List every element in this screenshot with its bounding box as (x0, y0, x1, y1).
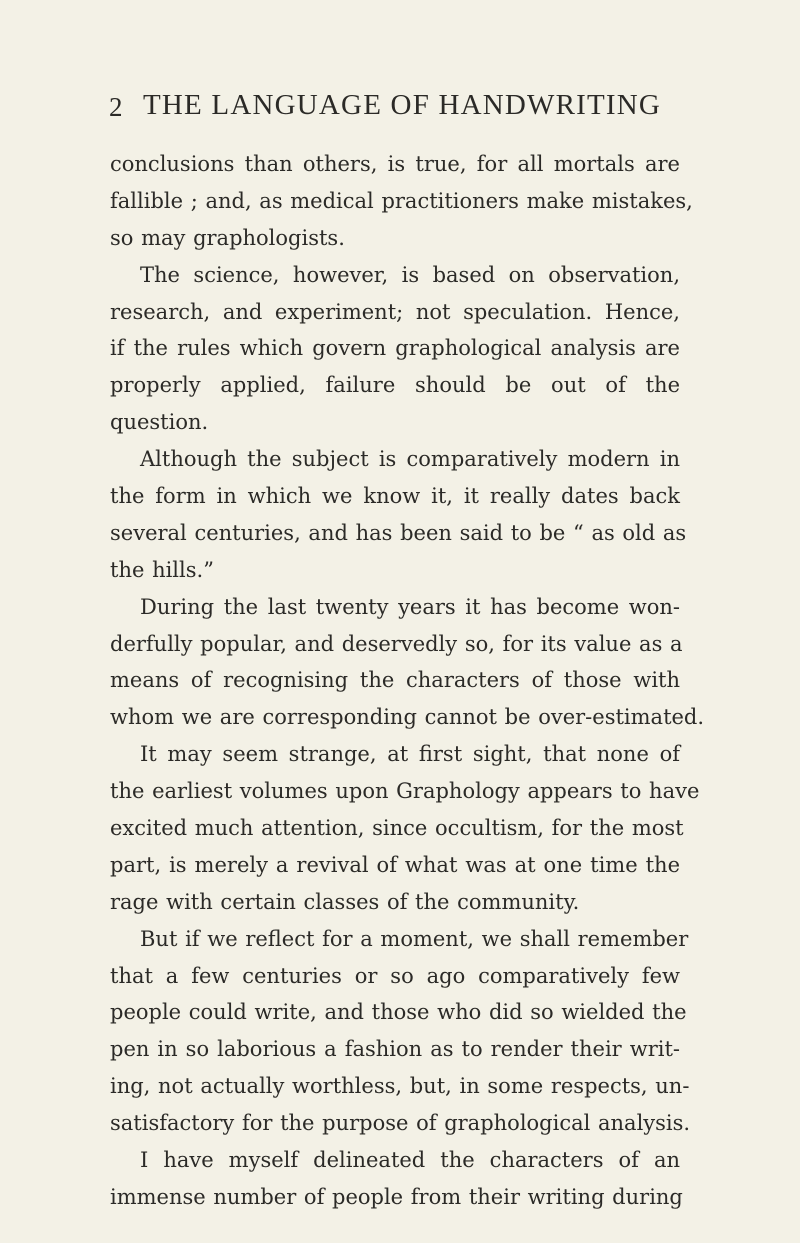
text-line: But if we reflect for a moment, we shall remember (140, 926, 689, 951)
text-line: whom we are corresponding cannot be over-estimated. (110, 705, 705, 730)
text-line: pen in so laborious a fashion as to render their writ- (110, 1037, 680, 1062)
text-line: research, and experiment; not speculation. Hence, (110, 299, 680, 324)
text-line: The science, however, is based on observation, (140, 262, 680, 287)
text-line: It may seem strange, at first sight, that none of (140, 742, 680, 767)
text-line: I have myself delineated the characters of an (140, 1148, 680, 1173)
text-line: conclusions than others, is true, for all mortals are (110, 152, 680, 176)
text-line: people could write, and those who did so wielded the (110, 1000, 687, 1025)
body-text (110, 146, 705, 1216)
text-line: Although the subject is comparatively modern in (140, 447, 680, 472)
text-line: derfully popular, and deservedly so, for its value as a (110, 631, 683, 656)
text-line: properly applied, failure should be out of the (110, 373, 680, 398)
text-line: the hills.” (110, 557, 214, 582)
text-line: so may graphologists. (110, 225, 345, 250)
text-line: excited much attention, since occultism, for the most (110, 816, 684, 841)
text-line: means of recognising the characters of those with (110, 668, 680, 693)
text-line: part, is merely a revival of what was at one time the (110, 852, 680, 877)
text-line: ing, not actually worthless, but, in some respects, un- (110, 1074, 690, 1099)
text-line: several centuries, and has been said to be “ as old as (110, 520, 687, 545)
page-header (0, 88, 800, 128)
text-line: the earliest volumes upon Graphology appears to have (110, 779, 700, 804)
text-line: that a few centuries or so ago comparatively few (110, 963, 680, 988)
text-line: if the rules which govern graphological analysis are (110, 336, 680, 361)
text-line: rage with certain classes of the community. (110, 889, 580, 914)
text-line: question. (110, 410, 209, 435)
text-line: During the last twenty years it has become won- (140, 594, 680, 619)
text-line: satisfactory for the purpose of graphological analysis. (110, 1111, 691, 1136)
running-head: THE LANGUAGE OF HANDWRITING (143, 89, 662, 121)
text-line: fallible ; and, as medical practitioners make mistakes, (110, 188, 693, 213)
page-number: 2 (109, 92, 123, 122)
text-line: immense number of people from their writing during (110, 1184, 683, 1209)
text-line: the form in which we know it, it really dates back (110, 484, 680, 509)
